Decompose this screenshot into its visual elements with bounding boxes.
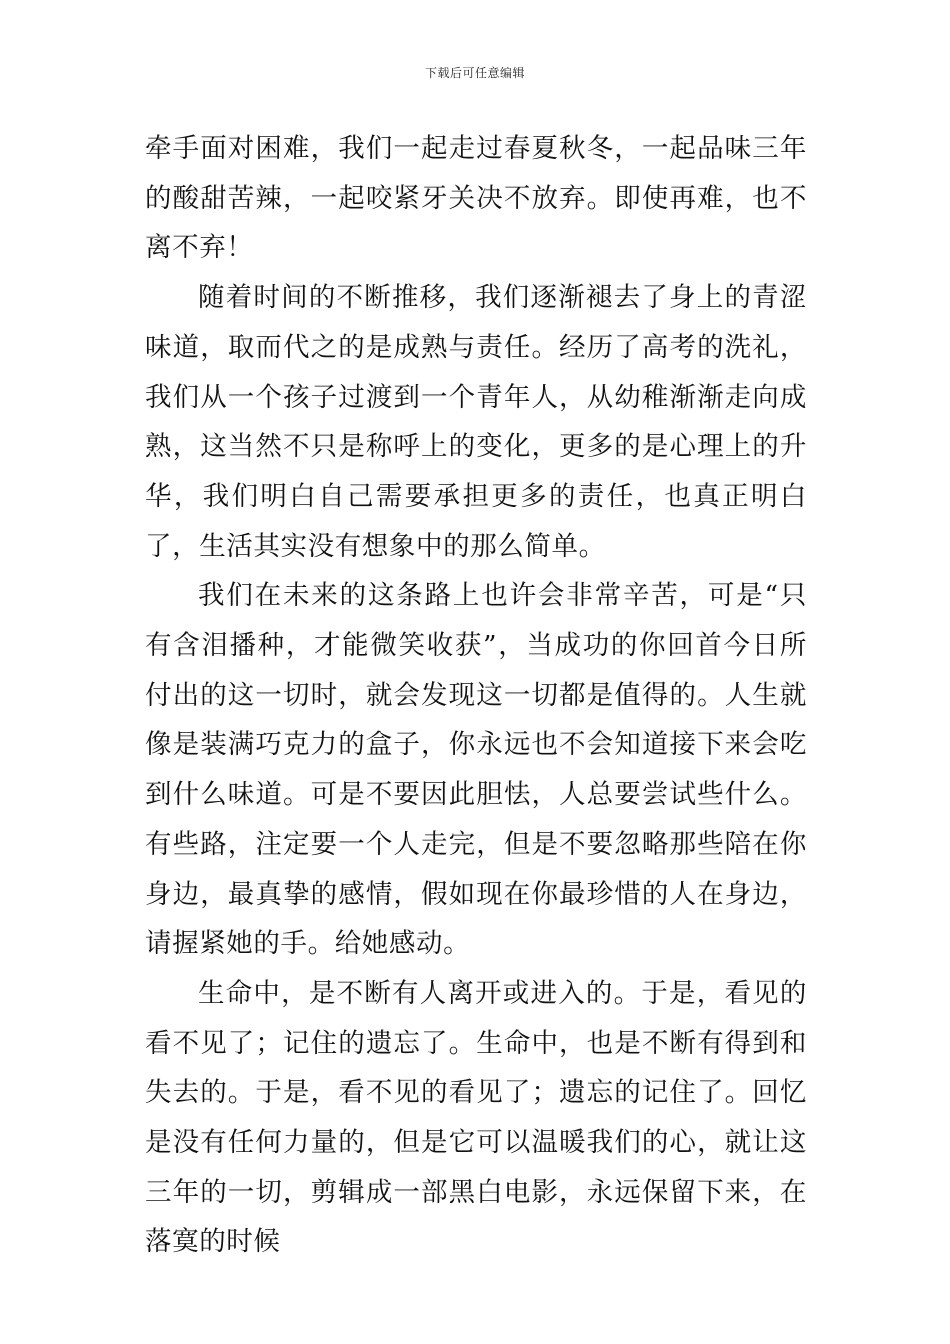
page-header-watermark: 下载后可任意编辑 — [424, 66, 525, 80]
paragraph-1: 牵手面对困难，我们一起走过春夏秋冬，一起品味三年的酸甜苦辣，一起咬紧牙关决不放弃。即使再难，也不离不弃！ — [145, 133, 807, 264]
paragraph-3: 我们在未来的这条路上也许会非常辛苦，可是“只有含泪播种，才能微笑收获”，当成功的你回首今日所付出的这一切时，就会发现这一切都是值得的。人生就像是装满巧克力的盒子，你永远也不会知道接下来会吃到什么味道。可是不要因此胆怯，人总要尝试些什么。有些路，注定要一个人走完，但是不要忽略那些陪在你身边，最真挚的感情，假如现在你最珍惜的人在身边，请握紧她的手。给她感动。 — [145, 580, 807, 960]
paragraph-4: 生命中，是不断有人离开或进入的。于是，看见的看不见了；记住的遗忘了。生命中，也是不断有得到和失去的。于是，看不见的看见了；遗忘的记住了。回忆是没有任何力量的，但是它可以温暖我们的心，就让这三年的一切，剪辑成一部黑白电影，永远保留下来，在落寞的时候 — [145, 977, 807, 1258]
document-body — [145, 124, 807, 1267]
paragraph-2: 随着时间的不断推移，我们逐渐褪去了身上的青涩味道，取而代之的是成熟与责任。经历了高考的洗礼，我们从一个孩子过渡到一个青年人，从幼稚渐渐走向成熟，这当然不只是称呼上的变化，更多的是心理上的升华，我们明白自己需要承担更多的责任，也真正明白了，生活其实没有想象中的那么简单。 — [145, 282, 807, 562]
